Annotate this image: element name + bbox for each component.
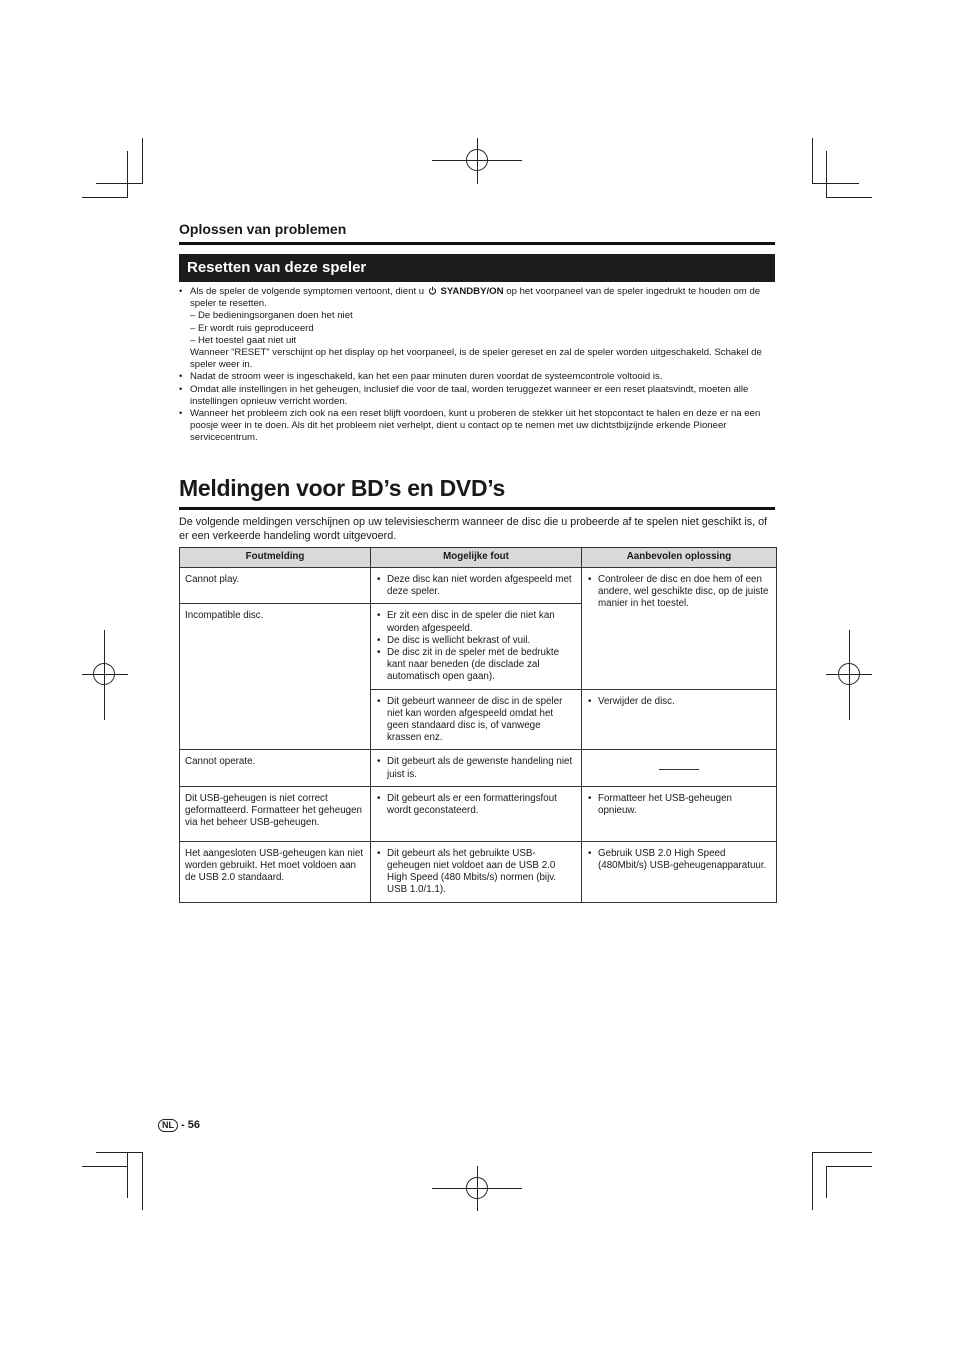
reset-heading-bar [179, 254, 775, 282]
cause-cell: • Dit gebeurt als het gebruikte USB-geheugen niet voldoet aan de USB 2.0 High Speed (480 Mbits/s) normen (bijv. USB 1.0/1.1). [371, 841, 582, 902]
intro-text: De volgende meldingen verschijnen op uw televisiescherm wanneer de disc die u probeerde af te spelen niet geschikt is, of er een verkeerde handeling wordt uitgevoerd. [179, 516, 768, 542]
column-header: Foutmelding [180, 548, 371, 568]
bullet-dot: • [179, 408, 183, 420]
power-icon [428, 286, 437, 295]
solution-cell-empty [582, 750, 777, 786]
message-cell: Cannot play. [180, 568, 371, 604]
bullet-dot: • [179, 383, 183, 395]
solution-cell: • Formatteer het USB-geheugen opnieuw. [582, 786, 777, 841]
reset-bullet-3: • Omdat alle instellingen in het geheugen, inclusief die voor de taal, worden teruggezet wanneer er een reset plaatsvindt, moeten alle instellingen opnieuw verricht worden. [179, 383, 749, 407]
message-cell: Het aangesloten USB-geheugen kan niet worden gebruikt. Het moet voldoen aan de USB 2.0 standaard. [180, 841, 371, 902]
page-separator: - [181, 1119, 185, 1131]
page-number-value: 56 [187, 1119, 200, 1131]
cause-cell: • Er zit een disc in de speler die niet kan worden afgespeeld. • De disc is wellicht bekrast of vuil. • De disc zit in de speler met de bedrukte kant naar beneden (de disclade zal automatisch open gaan). [371, 604, 582, 689]
table-row [180, 786, 777, 841]
cause-cell: • Dit gebeurt wanneer de disc in de speler niet kan worden afgespeeld omdat het geen standaard disc is, of vanwege krassen enz. [371, 689, 582, 750]
title-rule [179, 507, 775, 510]
section-rule [179, 242, 775, 245]
no-solution-dash [659, 769, 699, 770]
bullet-dot: • [179, 286, 183, 297]
page-title: Meldingen voor BD’s en DVD’s [179, 475, 505, 501]
cause-cell: • Deze disc kan niet worden afgespeeld met deze speler. [371, 568, 582, 604]
reset-heading: Resetten van deze speler [187, 259, 367, 276]
bullet-dot: • [179, 371, 183, 383]
reset-instructions [179, 286, 775, 445]
table-row [180, 750, 777, 786]
symptom-item: – De bedieningsorganen doen het niet [190, 310, 353, 322]
reset-bullet-2: • Nadat de stroom weer is ingeschakeld, kan het een paar minuten duren voordat de systeemcontrole voltooid is. [179, 371, 663, 383]
reset-bullet-1: • Als de speler de volgende symptomen vertoont, dient u SYANDBY/ON op het voorpaneel van de speler ingedrukt te houden om de speler te resetten. – De bedieningsorganen doen het niet – Er wordt ruis geproduceerd – Het toestel gaat niet uit Wanneer “RESET” verschijnt op het display op het voorpaneel, is de speler gereset en zal de speler worden uitgeschakeld. Schakel de speler weer in. [179, 286, 762, 371]
cause-cell: • Dit gebeurt als er een formatteringsfout wordt geconstateerd. [371, 786, 582, 841]
column-header: Mogelijke fout [371, 548, 582, 568]
section-heading: Oplossen van problemen [179, 221, 347, 237]
table-header-row [180, 548, 777, 568]
message-cell: Incompatible disc. [180, 604, 371, 750]
symptom-item: – Het toestel gaat niet uit [190, 334, 297, 346]
table-row [180, 841, 777, 902]
message-cell: Cannot operate. [180, 750, 371, 786]
solution-cell: • Verwijder de disc. [582, 689, 777, 750]
solution-cell: • Controleer de disc en doe hem of een andere, wel geschikte disc, op de juiste manier in het toestel. [582, 568, 777, 690]
cause-cell: • Dit gebeurt als de gewenste handeling niet juist is. [371, 750, 582, 786]
language-badge: NL [158, 1119, 178, 1132]
symptom-item: – Er wordt ruis geproduceerd [190, 322, 314, 334]
messages-table [179, 547, 777, 903]
message-cell: Dit USB-geheugen is niet correct geformatteerd. Formatteer het geheugen via het beheer USB-geheugen. [180, 786, 371, 841]
column-header: Aanbevolen oplossing [582, 548, 777, 568]
page-number [158, 1119, 200, 1132]
reset-bullet-4: • Wanneer het probleem zich ook na een reset blijft voordoen, kunt u proberen de stekker uit het stopcontact te halen en deze er na een poosje weer in te doen. Als dit het probleem niet verhelpt, dient u contact op te nemen met uw dichtstbijzijnde erkende Pioneer servicecentrum. [179, 408, 761, 444]
solution-cell: • Gebruik USB 2.0 High Speed (480Mbit/s) USB-geheugenapparatuur. [582, 841, 777, 902]
table-row [180, 568, 777, 604]
